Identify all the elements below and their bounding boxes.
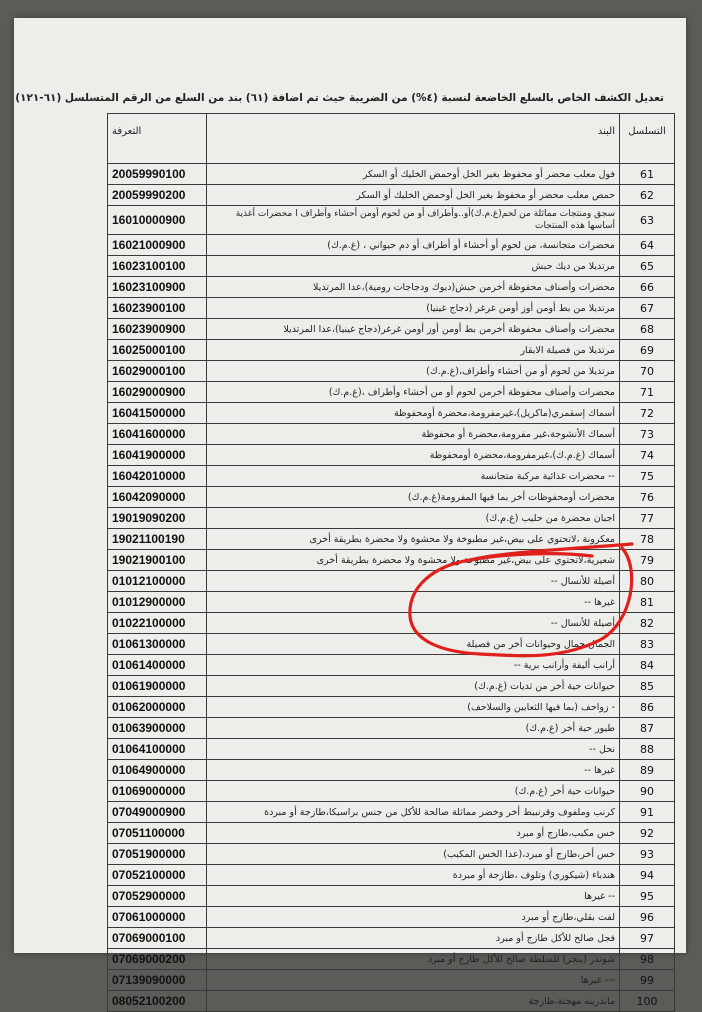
row-code: 01062000000 [108,697,207,718]
row-serial: 65 [620,256,675,277]
table-row [108,739,675,760]
row-code: 16029000900 [108,382,207,403]
row-item: أرانب أليفة وأرانب برية -- [207,655,620,676]
row-item: حمص معلب محضر أو محفوظ بغير الخل أوحمض الخليك أو السكر [207,185,620,206]
row-serial: 71 [620,382,675,403]
row-code: 20059990100 [108,164,207,185]
row-serial: 88 [620,739,675,760]
table-row [108,466,675,487]
row-item: محضرات وأصناف محفوظة أخرمن لحوم أو من أحشاء وأطراف ،(غ.م.ك) [207,382,620,403]
row-serial: 67 [620,298,675,319]
table-row [108,697,675,718]
row-code: 01069000000 [108,781,207,802]
row-item: حيوانات حية أخر (غ.م.ك) [207,781,620,802]
row-code: 16010000900 [108,206,207,235]
table-row [108,823,675,844]
table-row [108,886,675,907]
table-row [108,487,675,508]
row-serial: 81 [620,592,675,613]
row-item: غيرها -- [207,592,620,613]
tariff-table [107,113,675,1012]
row-item: غيرها -- [207,760,620,781]
row-item: محضرات وأصناف محفوظة أخرمن بط أومن أوز أومن غرغر(دجاج غينيا)،عدا المرتديلا [207,319,620,340]
row-code: 16023100100 [108,256,207,277]
row-item: محضرات وأصناف محفوظة أخرمن حبش(ديوك ودجاجات رومية)،عدا المرتديلا [207,277,620,298]
row-serial: 84 [620,655,675,676]
table-row [108,185,675,206]
row-item: نحل -- [207,739,620,760]
table-header-row [108,114,675,164]
row-code: 20059990200 [108,185,207,206]
row-serial: 85 [620,676,675,697]
row-item: أسماك (غ.م.ك)،غيرمفرومة،محضرة أومحفوظة [207,445,620,466]
row-code: 16042090000 [108,487,207,508]
table-row [108,865,675,886]
row-item: مرتديلا من لحوم أو من أحشاء وأطراف،(غ.م.ك) [207,361,620,382]
row-code: 07139090000 [108,970,207,991]
row-code: 01063900000 [108,718,207,739]
row-item: شعيرية،لاتحتوي على بيض،غير مطبوخة ولا محشوة ولا محضرة بطريقة أخرى [207,550,620,571]
row-serial: 97 [620,928,675,949]
row-item: خس مكبب،طازج أو مبرد [207,823,620,844]
table-row [108,844,675,865]
row-code: 01012900000 [108,592,207,613]
row-item: فول معلب محضر أو محفوظ بغير الخل أوحمض الخليك أو السكر [207,164,620,185]
row-serial: 64 [620,235,675,256]
row-code: 01061400000 [108,655,207,676]
table-row [108,970,675,991]
row-item: -- غيرها [207,886,620,907]
row-code: 16023900100 [108,298,207,319]
row-code: 16023100900 [108,277,207,298]
row-serial: 62 [620,185,675,206]
row-item: خس أخر،طازج أو مبرد،(عدا الخس المكبب) [207,844,620,865]
row-serial: 74 [620,445,675,466]
row-item: مرتديلا من ديك حبش [207,256,620,277]
row-serial: 87 [620,718,675,739]
row-item: حيوانات حية أخر من ثديات (غ.م.ك) [207,676,620,697]
row-item: فجل صالح للأكل طازج أو مبرد [207,928,620,949]
row-code: 16041900000 [108,445,207,466]
row-code: 07052900000 [108,886,207,907]
table-row [108,424,675,445]
row-code: 16021000900 [108,235,207,256]
table-row [108,340,675,361]
row-item: أسماك الأنشوجة،غير مفرومة،محضرة أو محفوظة [207,424,620,445]
row-code: 01061900000 [108,676,207,697]
header-code: التعرفة [108,114,207,164]
row-serial: 69 [620,340,675,361]
table-row [108,445,675,466]
row-item: هندباء (شيكوري) وتلوف ،طازجة أو مبردة [207,865,620,886]
table-row [108,928,675,949]
row-serial: 79 [620,550,675,571]
row-serial: 78 [620,529,675,550]
row-serial: 66 [620,277,675,298]
row-serial: 91 [620,802,675,823]
row-serial: 70 [620,361,675,382]
row-code: 16041600000 [108,424,207,445]
row-serial: 63 [620,206,675,235]
table-row [108,235,675,256]
table-row [108,718,675,739]
row-item: كرنب وملفوف وقرنبيط أخر وخضر مماثلة صالحة للأكل من جنس براسيكا،طازجة أو مبردة [207,802,620,823]
table-row [108,206,675,235]
header-serial: التسلسل [620,114,675,164]
row-serial: 61 [620,164,675,185]
row-serial: 73 [620,424,675,445]
row-serial: 100 [620,991,675,1012]
table-row [108,592,675,613]
row-code: 19021100190 [108,529,207,550]
row-item: اجبان محضرة من حليب (غ.م.ك) [207,508,620,529]
table-row [108,361,675,382]
row-code: 01064900000 [108,760,207,781]
row-code: 01064100000 [108,739,207,760]
row-code: 01022100000 [108,613,207,634]
row-code: 16041500000 [108,403,207,424]
row-code: 07051900000 [108,844,207,865]
row-item: طيور حية أخر (غ.م.ك) [207,718,620,739]
table-row [108,298,675,319]
table-row [108,403,675,424]
row-serial: 80 [620,571,675,592]
table-row [108,907,675,928]
row-item: لفت بقلي،طازج أو مبرد [207,907,620,928]
row-serial: 94 [620,865,675,886]
row-serial: 92 [620,823,675,844]
table-row [108,256,675,277]
row-item: أسماك إسقمري(ماكريل)،غيرمفرومة،محضرة أومحفوظة [207,403,620,424]
row-serial: 77 [620,508,675,529]
row-item: - زواحف (بما فيها الثعابين والسلاحف) [207,697,620,718]
row-item: أصيلة للأنسال -- [207,571,620,592]
table-row [108,613,675,634]
row-item: محضرات أومحفوظات أخر بما فيها المفرومة(غ.م.ك) [207,487,620,508]
row-code: 01061300000 [108,634,207,655]
row-item: محضرات متجانسة، من لحوم أو أحشاء أو أطراف أو دم حيواني ، (غ.م.ك) [207,235,620,256]
row-item: معكرونة ،لاتحتوي على بيض،غير مطبوخة ولا محشوة ولا محضرة بطريقة أخرى [207,529,620,550]
row-serial: 82 [620,613,675,634]
row-code: 07061000000 [108,907,207,928]
row-code: 01012100000 [108,571,207,592]
row-item: -- محضرات غذائية مركبة متجانسة [207,466,620,487]
row-code: 19021900100 [108,550,207,571]
table-row [108,277,675,298]
row-code: 08052100200 [108,991,207,1012]
row-code: 16029000100 [108,361,207,382]
table-row [108,382,675,403]
table-row [108,164,675,185]
row-serial: 75 [620,466,675,487]
row-code: 07051100000 [108,823,207,844]
row-serial: 96 [620,907,675,928]
table-body [108,164,675,1012]
table-row [108,781,675,802]
row-code: 07069000100 [108,928,207,949]
row-serial: 72 [620,403,675,424]
row-code: 16042010000 [108,466,207,487]
row-code: 07049000900 [108,802,207,823]
row-code: 07069000200 [108,949,207,970]
row-item: --- غيرها [207,970,620,991]
header-item: البند [207,114,620,164]
row-serial: 89 [620,760,675,781]
document-title: تعديل الكشف الخاص بالسلع الخاضعة لنسبة (٤%) من الضريبة حيث تم اضافة (٦١) بند من السلع من الرقم المتسلسل (٦١-١٢١) [15,92,664,104]
table-row [108,676,675,697]
row-code: 19019090200 [108,508,207,529]
row-serial: 93 [620,844,675,865]
row-serial: 76 [620,487,675,508]
table-row [108,319,675,340]
row-item: أصيلة للأنسال -- [207,613,620,634]
row-item: سجق ومنتجات مماثلة من لحم(غ.م.ك)أو..وأطراف أو من لحوم أومن أحشاء وأطراف ا محضرات أغذية أساسها هذه المنتجات [207,206,620,235]
row-serial: 83 [620,634,675,655]
row-serial: 98 [620,949,675,970]
row-item: الجمال جمال وحيوانات أخر من فصيلة [207,634,620,655]
row-code: 07052100000 [108,865,207,886]
row-serial: 86 [620,697,675,718]
row-item: شوندر (بنجر) للسلطة صالح للأكل طازج أو مبرد [207,949,620,970]
table-row [108,655,675,676]
row-code: 16023900900 [108,319,207,340]
table-row [108,949,675,970]
row-serial: 68 [620,319,675,340]
row-item: مرتديلا من بط أومن أوز أومن غرغر (دجاج غينيا) [207,298,620,319]
row-code: 16025000100 [108,340,207,361]
table-row [108,802,675,823]
row-item: مرتديلا من فصيلة الابقار [207,340,620,361]
table-row [108,508,675,529]
row-serial: 99 [620,970,675,991]
row-serial: 95 [620,886,675,907]
table-row [108,634,675,655]
table-row [108,760,675,781]
table-row [108,571,675,592]
row-item: ماندرينه مهجنة،طازجة [207,991,620,1012]
row-serial: 90 [620,781,675,802]
table-row [108,991,675,1012]
table-row [108,550,675,571]
table-row [108,529,675,550]
